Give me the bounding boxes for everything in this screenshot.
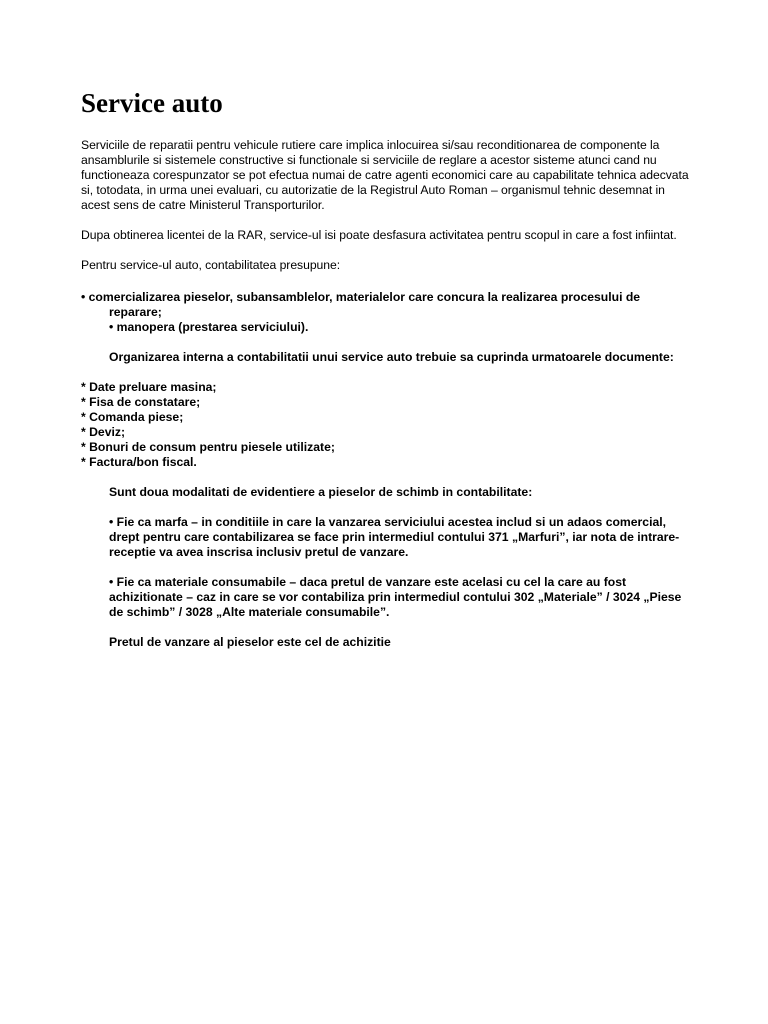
intro-paragraph: Serviciile de reparatii pentru vehicule rutiere care implica inlocuirea si/sau reconditionarea de componente la ansamblurile si sistemele constructive si functionale si serviciile de reglare a acestor sisteme atunci cand nu functioneaza corespunzator se pot efectua numai de catre agenti economici care au capabilitate tehnica adecvata si, totodata, in urma unei evaluari, cu autorizatie de la Registrul Auto Roman – organismul tehnic desemnat in acest sens de catre Ministerul Transporturilor.: [81, 138, 689, 212]
merchandise-paragraph: • Fie ca marfa – in conditiile in care la vanzarea serviciului acestea includ si un adaos comercial, drept pentru care contabilizarea se face prin intermediul contului 371 „Marfuri”, iar nota de intrare-receptie va avea inscrisa inclusiv pretul de vanzare.: [109, 515, 680, 559]
price-paragraph: Pretul de vanzare al pieselor este cel de achizitie: [109, 635, 391, 649]
consumables-paragraph: • Fie ca materiale consumabile – daca pretul de vanzare este acelasi cu cel la care au fost achizitionate – caz in care se vor contabiliza prin intermediul contului 302 „Materiale” / 3024 „Piese de schimb” / 3028 „Alte materiale consumabile”.: [109, 575, 682, 619]
documents-list: [81, 380, 691, 470]
list-item: * Fisa de constatare;: [81, 395, 201, 409]
internal-organization-paragraph: Organizarea interna a contabilitatii unui service auto trebuie sa cuprinda urmatoarele documente:: [109, 350, 674, 364]
list-item: * Comanda piese;: [81, 410, 184, 424]
list-item: * Date preluare masina;: [81, 380, 217, 394]
bullet-item: • comercializarea pieselor, subansamblelor, materialelor care concura la realizarea procesului de reparare;: [81, 290, 641, 319]
page-title: Service auto: [81, 88, 223, 118]
document-page: [81, 86, 691, 650]
list-item: * Factura/bon fiscal.: [81, 455, 197, 469]
list-item: * Deviz;: [81, 425, 126, 439]
bullet-item: • manopera (prestarea serviciului).: [109, 320, 309, 334]
list-item: * Bonuri de consum pentru piesele utilizate;: [81, 440, 335, 454]
licence-paragraph: Dupa obtinerea licentei de la RAR, service-ul isi poate desfasura activitatea pentru scopul in care a fost infiintat.: [81, 228, 677, 242]
methods-paragraph: Sunt doua modalitati de evidentiere a pieselor de schimb in contabilitate:: [109, 485, 533, 499]
accounting-intro-paragraph: Pentru service-ul auto, contabilitatea presupune:: [81, 258, 341, 272]
